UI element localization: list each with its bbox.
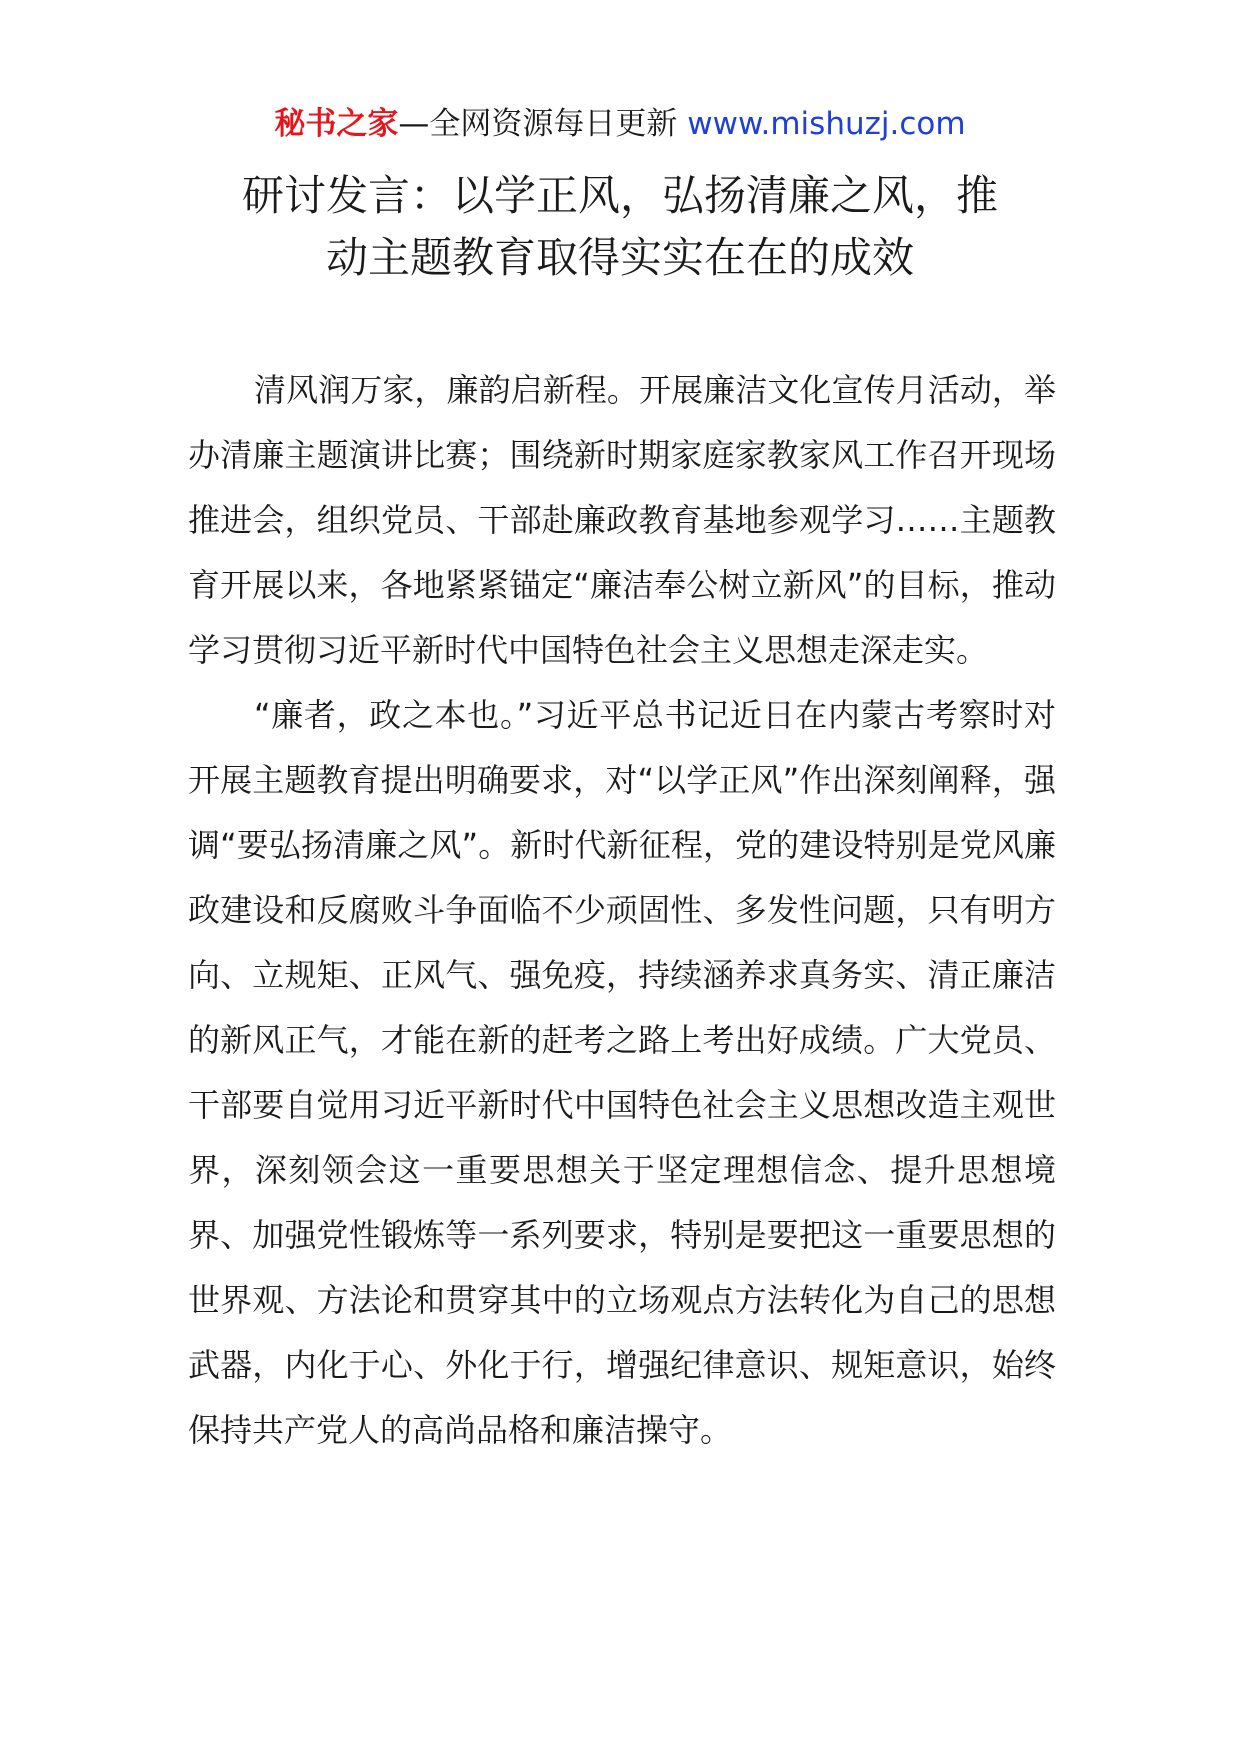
document-title <box>190 165 1050 289</box>
paragraph-1: 清风润万家，廉韵启新程。开展廉洁文化宣传月活动，举办清廉主题演讲比赛；围绕新时期家庭家教家风工作召开现场推进会，组织党员、干部赴廉政教育基地参观学习……主题教育开展以来，各地紧紧锚定“廉洁奉公树立新风”的目标，推动学习贯彻习近平新时代中国特色社会主义思想走深走实。 <box>188 371 1056 669</box>
document-body <box>188 358 1056 1463</box>
site-header <box>0 104 1240 144</box>
paragraph-2: “廉者，政之本也。”习近平总书记近日在内蒙古考察时对开展主题教育提出明确要求，对“以学正风”作出深刻阐释，强调“要弘扬清廉之风”。新时代新征程，党的建设特别是党风廉政建设和反腐败斗争面临不少顽固性、多发性问题，只有明方向、立规矩、正风气、强免疫，持续涵养求真务实、清正廉洁的新风正气，才能在新的赶考之路上考出好成绩。广大党员、干部要自觉用习近平新时代中国特色社会主义思想改造主观世界，深刻领会这一重要思想关于坚定理想信念、提升思想境界、加强党性锻炼等一系列要求，特别是要把这一重要思想的世界观、方法论和贯穿其中的立场观点方法转化为自己的思想武器，内化于心、外化于行，增强纪律意识、规矩意识，始终保持共产党人的高尚品格和廉洁操守。 <box>188 696 1056 1449</box>
document-title-line-1: 研讨发言：以学正风，弘扬清廉之风，推 <box>241 171 998 220</box>
site-url-link[interactable]: www.mishuzj.com <box>687 106 966 142</box>
site-brand: 秘书之家 <box>274 106 399 142</box>
document-title-line-2: 动主题教育取得实实在在的成效 <box>325 233 914 282</box>
site-tagline: —全网资源每日更新 <box>398 106 678 142</box>
